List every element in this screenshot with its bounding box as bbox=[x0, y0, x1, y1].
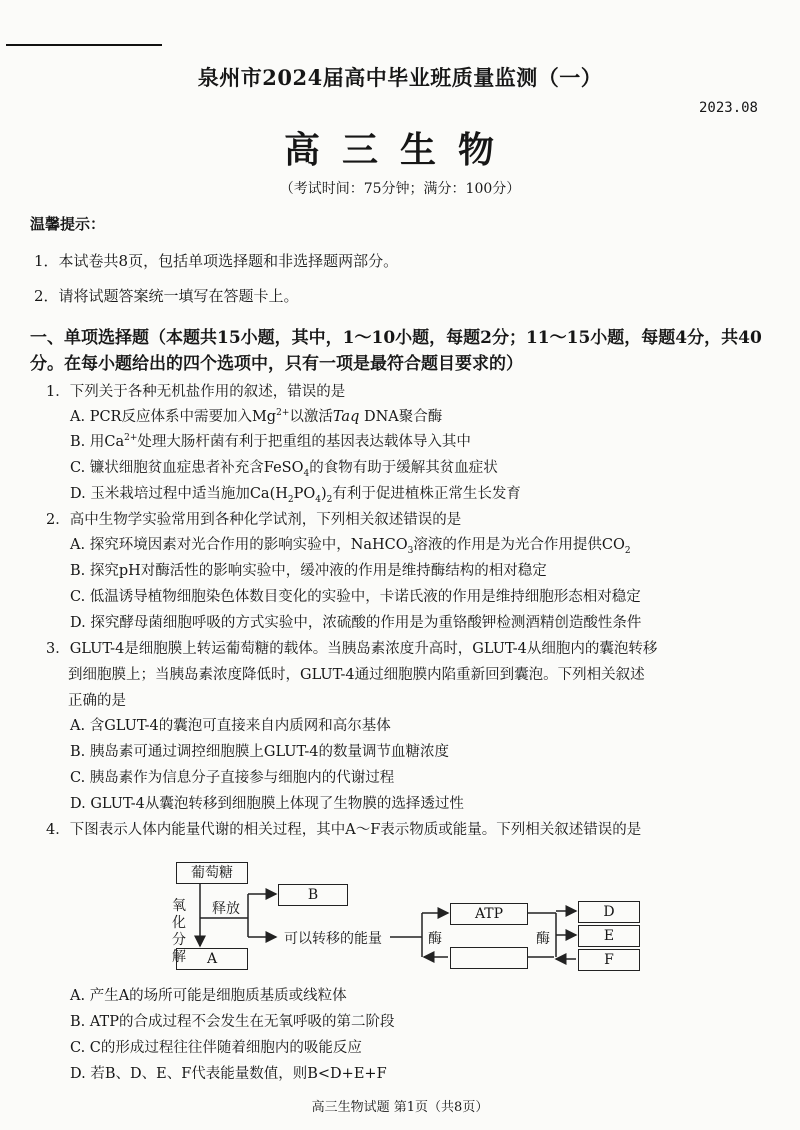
question-2-option-b: B. 探究pH对酶活性的影响实验中，缓冲液的作用是维持酶结构的相对稳定 bbox=[70, 563, 547, 579]
question-3-option-a: A. 含GLUT-4的囊泡可直接来自内质网和高尔基体 bbox=[70, 718, 391, 734]
tips-title: 温馨提示： bbox=[30, 215, 106, 233]
enzyme-label-left: 酶 bbox=[428, 931, 442, 947]
exam-info: （考试时间：75分钟；满分：100分） bbox=[279, 181, 521, 197]
question-2-stem: 2．高中生物学实验常用到各种化学试剂，下列相关叙述错误的是 bbox=[46, 512, 462, 528]
question-3-stem-line-1: 3．GLUT-4是细胞膜上转运葡萄糖的载体。当胰岛素浓度升高时，GLUT-4从细胞内的囊泡转移 bbox=[46, 641, 658, 657]
atp-box: ATP bbox=[450, 903, 528, 925]
tip-item: 2．请将试题答案统一填写在答题卡上。 bbox=[34, 287, 299, 305]
question-2-option-d: D. 探究酵母菌细胞呼吸的方式实验中，浓硫酸的作用是为重铬酸钾检测酒精创造酸性条件 bbox=[70, 615, 642, 631]
e-box: E bbox=[578, 925, 640, 947]
question-1-stem: 1．下列关于各种无机盐作用的叙述，错误的是 bbox=[46, 384, 346, 400]
enzyme-label-right: 酶 bbox=[536, 931, 550, 947]
question-3-option-d: D. GLUT-4从囊泡转移到细胞膜上体现了生物膜的选择透过性 bbox=[70, 796, 464, 812]
d-box: D bbox=[578, 901, 640, 923]
question-4-option-a: A. 产生A的场所可能是细胞质基质或线粒体 bbox=[70, 988, 347, 1004]
question-4-stem: 4．下图表示人体内能量代谢的相关过程，其中A～F表示物质或能量。下列相关叙述错误的是 bbox=[46, 822, 642, 838]
question-3-option-b: B. 胰岛素可通过调控细胞膜上GLUT-4的数量调节血糖浓度 bbox=[70, 744, 449, 760]
question-2-option-c: C. 低温诱导植物细胞染色体数目变化的实验中，卡诺氏液的作用是维持细胞形态相对稳定 bbox=[70, 589, 641, 605]
exam-organization-title: 泉州市2024届高中毕业班质量监测（一） bbox=[197, 65, 603, 90]
exam-date: 2023.08 bbox=[698, 100, 758, 116]
question-1-option-b: B. 用$Ca^{2+}$处理大肠杆菌有利于把重组的基因表达载体导入其中 bbox=[70, 433, 471, 450]
release-label: 释放 bbox=[212, 901, 240, 917]
question-2-option-a: A. 探究环境因素对光合作用的影响实验中，NaHCO$_3$溶液的作用是为光合作用提供$CO_2$ bbox=[70, 537, 631, 556]
question-4-option-d: D. 若B、D、E、F代表能量数值，则B<D+E+F bbox=[70, 1066, 387, 1082]
page-footer: 高三生物试题 第1页（共8页） bbox=[311, 1100, 489, 1115]
section-title: 一、单项选择题（本题共15小题，其中，1～10小题，每题2分；11～15小题，每题4分，共40分。在每小题给出的四个选项中，只有一项是最符合题目要求的） bbox=[30, 328, 762, 374]
a-box: A bbox=[176, 948, 248, 970]
f-box: F bbox=[578, 949, 640, 971]
question-1-option-a: A. PCR反应体系中需要加入$Mg^{2+}$以激活Taq DNA聚合酶 bbox=[70, 408, 443, 425]
question-1-option-d: D. 玉米栽培过程中适当施加$Ca(H_2PO_4)_2$有利于促进植株正常生长发育 bbox=[70, 486, 521, 505]
tip-item: 1．本试卷共8页，包括单项选择题和非选择题两部分。 bbox=[34, 252, 399, 270]
question-1-option-c: C. 镰状细胞贫血症患者补充含FeSO$_4$的食物有助于缓解其贫血症状 bbox=[70, 460, 498, 479]
oxidation-label: 氧化 分解 bbox=[172, 898, 186, 965]
question-4-option-c: C. C的形成过程往往伴随着细胞内的吸能反应 bbox=[70, 1040, 362, 1056]
glucose-box: 葡萄糖 bbox=[176, 862, 248, 884]
question-3-stem-line-3: 正确的是 bbox=[68, 693, 126, 709]
question-4-option-b: B. ATP的合成过程不会发生在无氧呼吸的第二阶段 bbox=[70, 1014, 395, 1030]
subject-title: 高三生物 bbox=[283, 129, 516, 171]
transferable-energy-label: 可以转移的能量 bbox=[284, 931, 382, 947]
c-box bbox=[450, 947, 528, 969]
question-3-stem-line-2: 到细胞膜上；当胰岛素浓度降低时，GLUT-4通过细胞膜内陷重新回到囊泡。下列相关叙述 bbox=[68, 667, 645, 683]
b-box: B bbox=[278, 884, 348, 906]
question-3-option-c: C. 胰岛素作为信息分子直接参与细胞内的代谢过程 bbox=[70, 770, 395, 786]
